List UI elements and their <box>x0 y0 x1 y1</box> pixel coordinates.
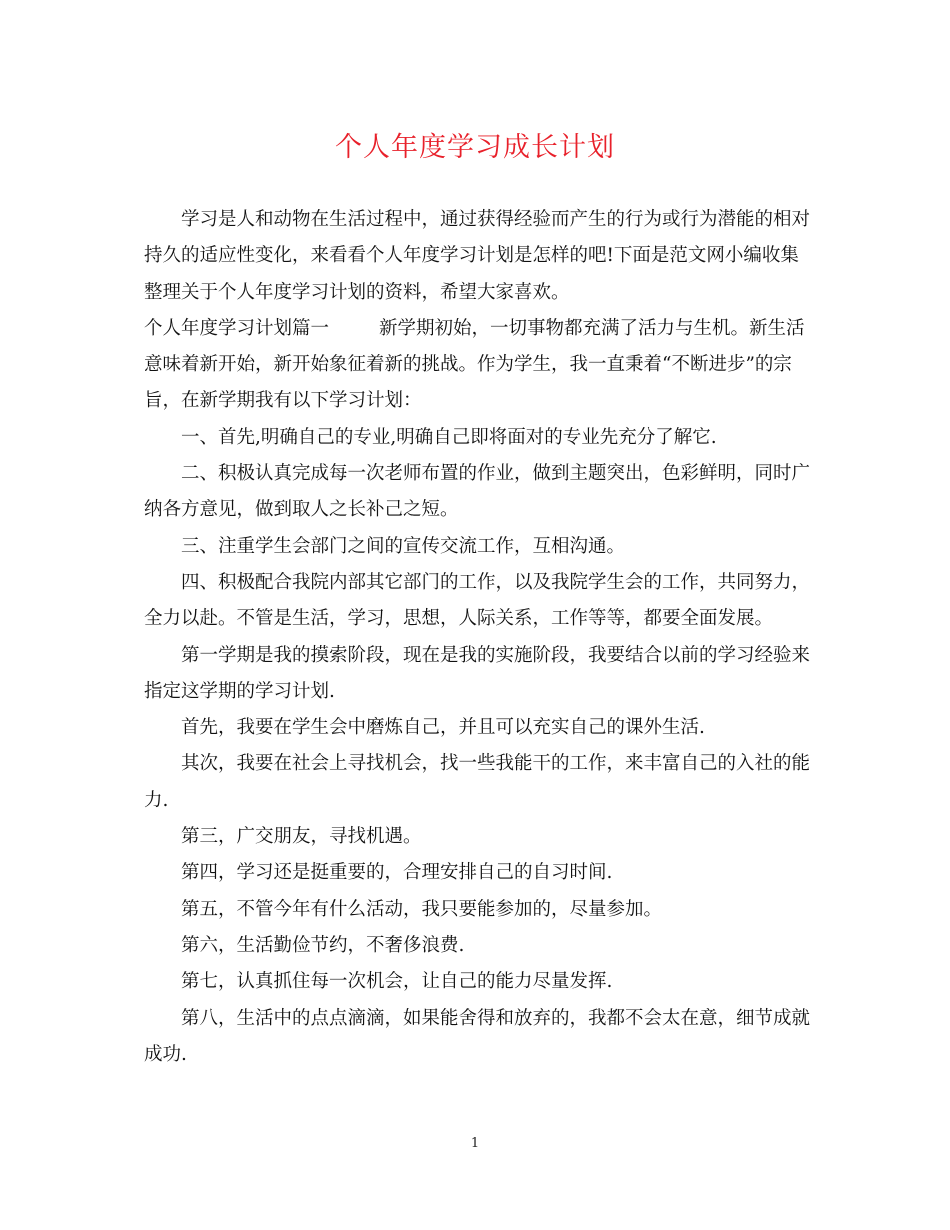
page-number: 1 <box>470 1136 480 1151</box>
list-item: 第三，广交朋友，寻找机遇。 <box>181 826 422 848</box>
section-heading: 个人年度学习计划篇一 <box>144 317 330 339</box>
list-item: 第六，生活勤俭节约，不奢侈浪费. <box>181 934 465 956</box>
list-item: 一、首先,明确自己的专业,明确自己即将面对的专业先充分了解它. <box>181 426 717 448</box>
list-item: 其次，我要在社会上寻找机会，找一些我能干的工作，来丰富自己的入社的能力. <box>144 753 811 811</box>
list-item: 第一学期是我的摸索阶段，现在是我的实施阶段，我要结合以前的学习经验来指定这学期的学习计划. <box>144 644 811 702</box>
section-paragraph <box>144 311 810 420</box>
list-item: 二、积极认真完成每一次老师布置的作业，做到主题突出，色彩鲜明，同时广纳各方意见，做到取人之长补己之短。 <box>144 463 811 521</box>
document-title: 个人年度学习成长计划 <box>335 132 615 163</box>
list-item: 第七，认真抓住每一次机会，让自己的能力尽量发挥. <box>181 971 613 993</box>
list-item: 第八，生活中的点点滴滴，如果能舍得和放弃的，我都不会太在意，细节成就成功. <box>144 1007 811 1065</box>
list-item: 第四，学习还是挺重要的，合理安排自己的自习时间. <box>181 862 613 884</box>
section-intro: 新学期初始，一切事物都充满了活力与生机。新生活意味着新开始，新开始象征着新的挑战。作为学生，我一直秉着“不断进步”的宗旨，在新学期我有以下学习计划： <box>144 317 805 412</box>
intro-paragraph: 学习是人和动物在生活过程中，通过获得经验而产生的行为或行为潜能的相对持久的适应性变化，来看看个人年度学习计划是怎样的吧!下面是范文网小编收集整理关于个人年度学习计划的资料，希望大家喜欢。 <box>144 209 811 303</box>
document-body <box>144 202 810 1073</box>
list-item: 首先，我要在学生会中磨炼自己，并且可以充实自己的课外生活. <box>181 717 705 739</box>
list-item: 第五，不管今年有什么活动，我只要能参加的，尽量参加。 <box>181 898 663 920</box>
list-item: 三、注重学生会部门之间的宣传交流工作，互相沟通。 <box>181 535 626 557</box>
list-item: 四、积极配合我院内部其它部门的工作，以及我院学生会的工作，共同努力，全力以赴。不管是生活，学习，思想，人际关系，工作等等，都要全面发展。 <box>144 571 811 630</box>
